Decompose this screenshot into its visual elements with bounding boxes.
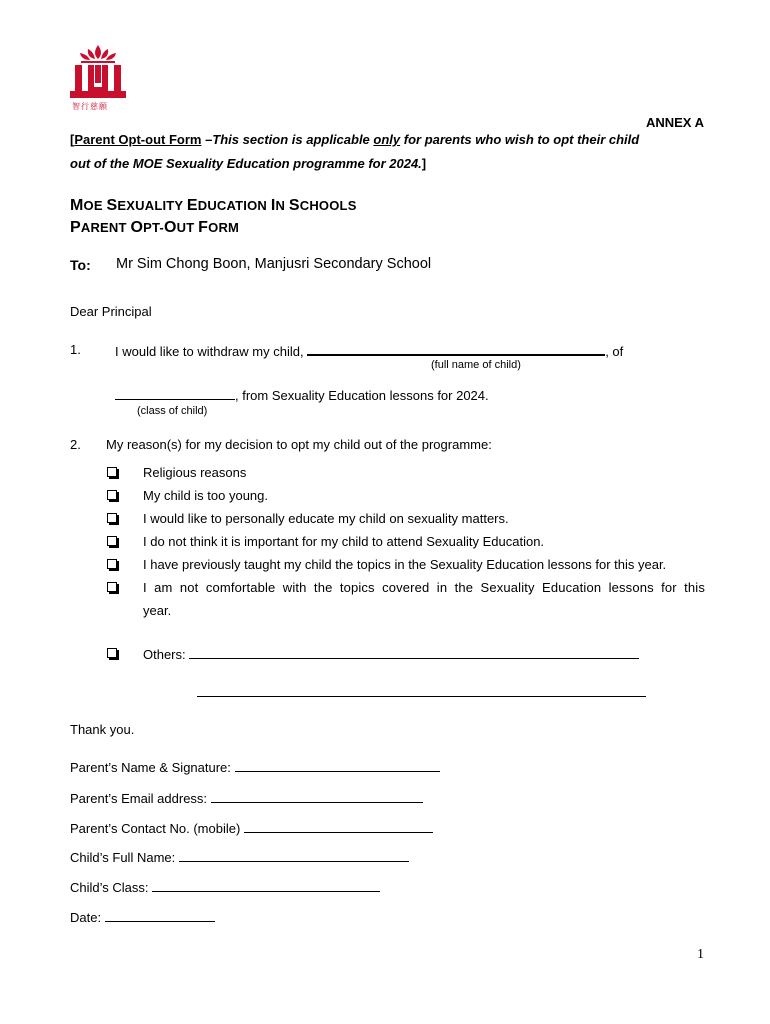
checkbox-religious[interactable]: [107, 467, 117, 477]
parent-name-row: Parent’s Name & Signature:: [70, 759, 440, 775]
item1-number: 1.: [70, 342, 81, 357]
others-field[interactable]: [189, 646, 639, 659]
option-too-young: My child is too young.: [143, 488, 269, 503]
date-row: Date:: [70, 909, 215, 925]
child-class-field[interactable]: [115, 387, 235, 400]
child-name-row: Child’s Full Name:: [70, 849, 409, 865]
option-others: Others:: [143, 646, 639, 662]
item2-text: My reason(s) for my decision to opt my child out of the programme:: [106, 437, 492, 452]
applicability-note-line1: [Parent Opt-out Form –This section is applicable only for parents who wish to opt their child: [70, 132, 640, 147]
child-name-caption: (full name of child): [431, 359, 521, 371]
item2-number: 2.: [70, 437, 81, 452]
option-not-important: I do not think it is important for my child to attend Sexuality Education.: [143, 534, 545, 549]
form-title-line1: MOE SEXUALITY EDUCATION IN SCHOOLS: [70, 197, 357, 214]
item1-text: I would like to withdraw my child, , of: [115, 344, 624, 359]
child-class-row: Child’s Class:: [70, 879, 380, 895]
child-full-name-field[interactable]: [179, 849, 409, 862]
parent-name-field[interactable]: [235, 759, 440, 772]
salutation: Dear Principal: [70, 304, 152, 319]
logo-caption: 智行慈願: [72, 102, 108, 111]
checkbox-personally-educate[interactable]: [107, 513, 117, 523]
checkbox-others[interactable]: [107, 648, 117, 658]
option-not-comfortable-cont: year.: [143, 603, 172, 618]
parent-email-row: Parent’s Email address:: [70, 790, 423, 806]
option-previously-taught: I have previously taught my child the topics in the Sexuality Education lessons for this year.: [143, 557, 667, 572]
parent-contact-row: Parent’s Contact No. (mobile): [70, 820, 433, 836]
option-personally-educate: I would like to personally educate my child on sexuality matters.: [143, 511, 509, 526]
child-class-field-2[interactable]: [152, 879, 380, 892]
annex-label: ANNEX A: [645, 115, 704, 130]
form-title-line2: PARENT OPT-OUT FORM: [70, 219, 240, 236]
parent-email-field[interactable]: [211, 790, 423, 803]
checkbox-too-young[interactable]: [107, 490, 117, 500]
checkbox-previously-taught[interactable]: [107, 559, 117, 569]
checkbox-not-important[interactable]: [107, 536, 117, 546]
checkbox-not-comfortable[interactable]: [107, 582, 117, 592]
option-religious: Religious reasons: [143, 465, 247, 480]
option-not-comfortable: I am not comfortable with the topics covered in the Sexuality Education lessons for this: [143, 580, 705, 595]
closing: Thank you.: [70, 722, 135, 737]
form-label: Parent Opt-out Form: [74, 132, 202, 147]
class-caption: (class of child): [137, 405, 208, 417]
page-number: 1: [697, 947, 704, 962]
item1-class-line: , from Sexuality Education lessons for 2024.: [115, 387, 489, 403]
others-field-line2[interactable]: [197, 696, 646, 697]
parent-contact-field[interactable]: [244, 820, 433, 833]
applicability-note-line2: out of the MOE Sexuality Education programme for 2024.]: [70, 156, 427, 171]
child-name-field[interactable]: [307, 342, 605, 356]
date-field[interactable]: [105, 909, 215, 922]
to-label: To:: [70, 257, 91, 273]
recipient: Mr Sim Chong Boon, Manjusri Secondary School: [116, 256, 432, 272]
